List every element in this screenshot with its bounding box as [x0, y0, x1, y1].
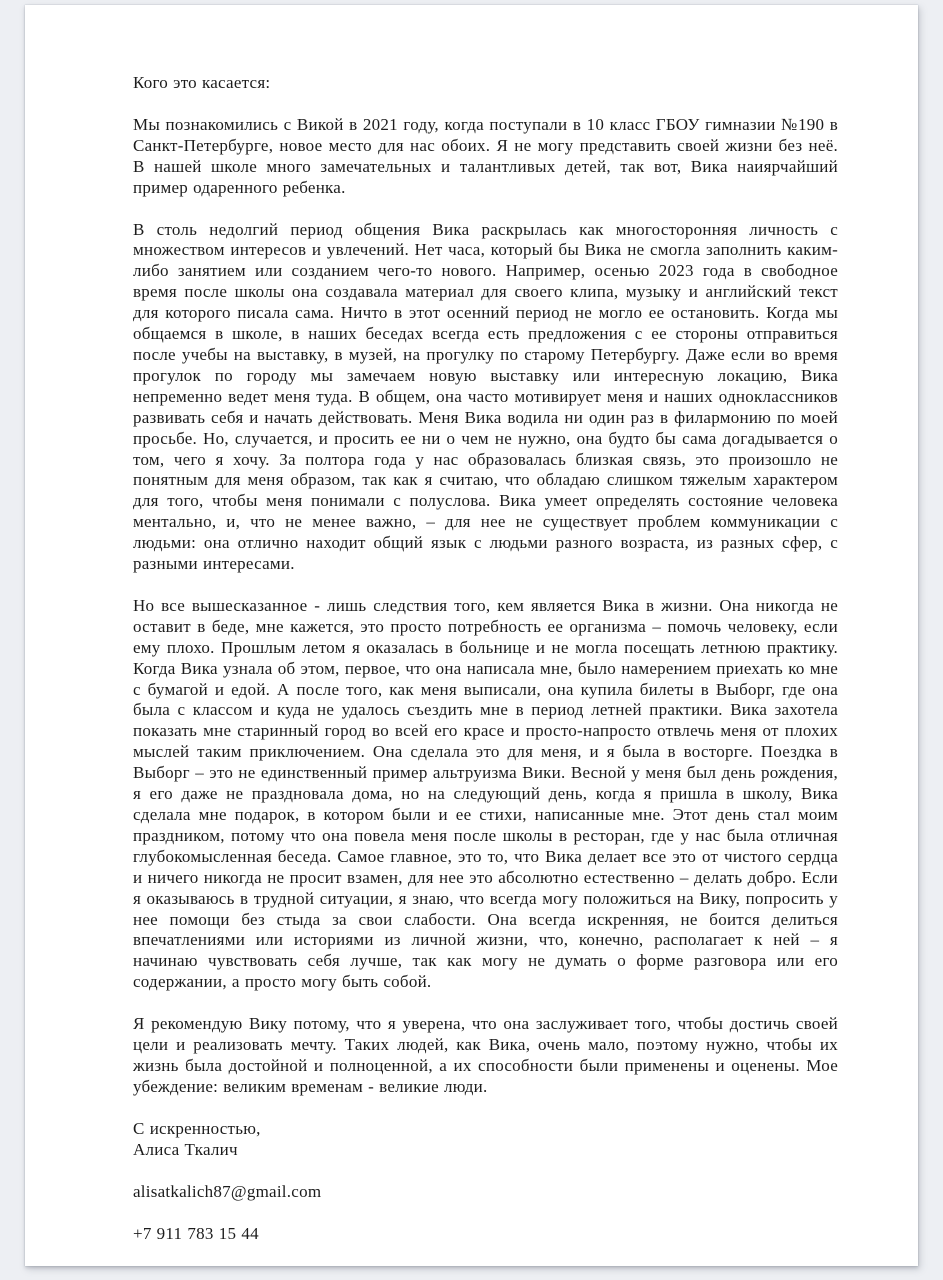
letter-page — [25, 5, 918, 1266]
phone-text: +7 911 783 15 44 — [133, 1223, 259, 1243]
closing-phrase: С искренностью, — [133, 1118, 261, 1138]
letter-paragraph-recommendation: Я рекомендую Вику потому, что я уверена, что она заслуживает того, чтобы достичь своей цели и реализовать мечту. Таких людей, как Вика, очень мало, поэтому нужно, чтобы их жизнь была достойной и полноценной, а их способности были применены и оценены. Мое убеждение: великим временам - великие люди. — [133, 1014, 838, 1096]
salutation: Кого это касается: — [133, 73, 271, 92]
letter-paragraph-altruism: Но все вышесказанное - лишь следствия того, кем является Вика в жизни. Она никогда не оставит в беде, мне кажется, это просто потребность ее организма – помочь человеку, если ему плохо. Прошлым летом я оказалась в больнице и не могла посещать летнюю практику. Когда Вика узнала об этом, первое, что она написала мне, было намерением приехать ко мне с бумагой и едой. А после того, как меня выписали, она купила билеты в Выборг, где она была с классом и куда не удалось съездить мне в период летней практики. Вика захотела показать мне старинный город во всей его красе и просто-напросто отвлечь меня от плохих мыслей таким приключением. Она сделала это для меня, и я была в восторге. Поездка в Выборг – это не единственный пример альтруизма Вики. Весной у меня был день рождения, я его даже не праздновала дома, но на следующий день, когда я пришла в школу, Вика сделала мне подарок, в котором были и ее стихи, написанные мне. Этот день стал моим праздником, потому что она повела меня после школы в ресторан, где у нас была отличная глубокомысленная беседа. Самое главное, это то, что Вика делает все это от чистого сердца и ничего никогда не просит взамен, для нее это абсолютно естественно – делать добро. Если я оказываюсь в трудной ситуации, я знаю, что всегда могу положиться на Вику, попросить у нее помощи без стыда за свои слабости. Она всегда искренняя, не боится делиться впечатлениями или историями из личной жизни, что, конечно, располагает к ней – я начинаю чувствовать себя лучше, так как могу не думать о форме разговора или его содержании, а просто могу быть собой. — [133, 595, 838, 992]
signature-name: Алиса Ткалич — [133, 1139, 238, 1159]
email-text: alisatkalich87@gmail.com — [133, 1181, 322, 1201]
letter-paragraph-personality: В столь недолгий период общения Вика раскрылась как многосторонняя личность с множеством интересов и увлечений. Нет часа, который бы Вика не смогла заполнить каким-либо занятием или созданием чего-то нового. Например, осенью 2023 года в свободное время после школы она создавала материал для своего клипа, музыку и английский текст для которого писала сама. Ничто в этот осенний период не могло ее остановить. Когда мы общаемся в школе, в наших беседах всегда есть предложения с ее стороны отправиться после учебы на выставку, в музей, на прогулку по старому Петербургу. Даже если во время прогулок по городу мы замечаем новую выставку или интересную локацию, Вика непременно ведет меня туда. В общем, она часто мотивирует меня и наших одноклассников развивать себя и начать действовать. Меня Вика водила ни один раз в филармонию по моей просьбе. Но, случается, и просить ее ни о чем не нужно, она будто бы сама догадывается о том, чего я хочу. За полтора года у нас образовалась близкая связь, это произошло не понятным для меня образом, так как я считаю, что обладаю слишком тяжелым характером для того, чтобы меня понимали с полуслова. Вика умеет определять состояние человека ментально, и, что не менее важно, – для нее не существует проблем коммуникации с людьми: она отлично находит общий язык с людьми разного возраста, из разных сфер, с разными интересами. — [133, 219, 838, 574]
letter-paragraph-intro: Мы познакомились с Викой в 2021 году, когда поступали в 10 класс ГБОУ гимназии №190 в Санкт-Петербурге, новое место для нас обоих. Я не могу представить своей жизни без неё. В нашей школе много замечательных и талантливых детей, так вот, Вика наиярчайший пример одаренного ребенка. — [133, 114, 838, 197]
letter-content — [25, 5, 918, 1244]
